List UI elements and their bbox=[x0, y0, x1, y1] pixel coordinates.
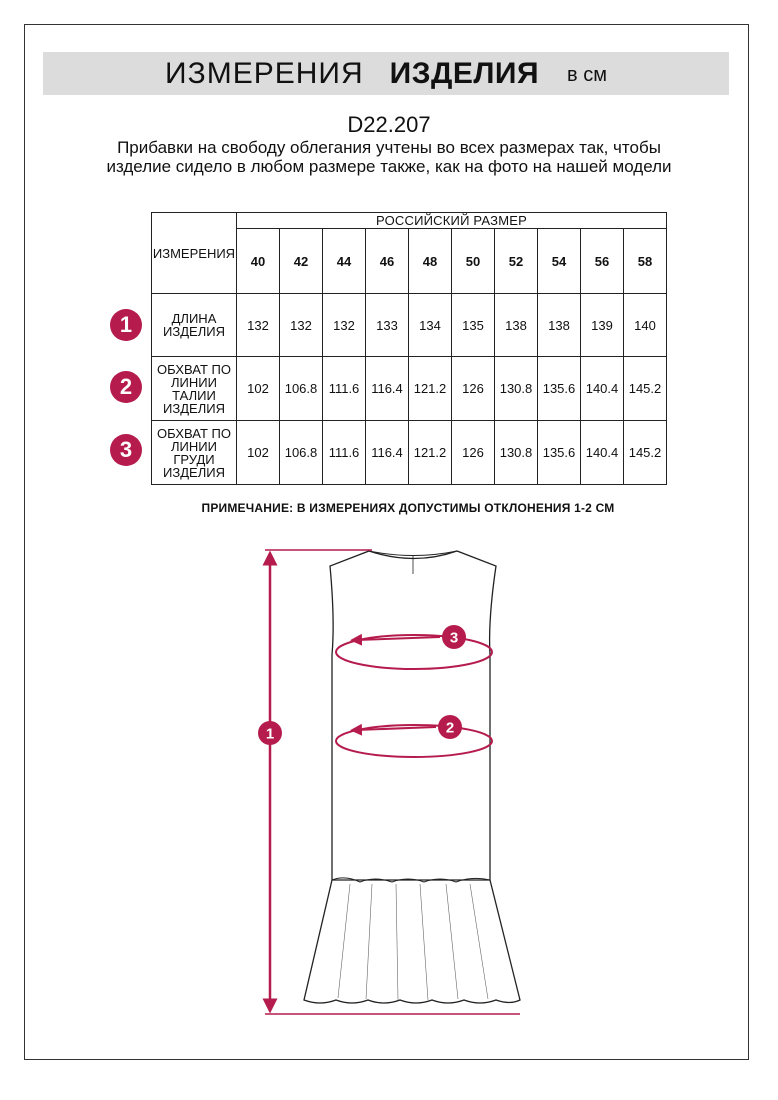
size-cell: 56 bbox=[581, 229, 624, 294]
size-cell: 54 bbox=[538, 229, 581, 294]
value-cell: 121.2 bbox=[409, 357, 452, 421]
value-cell: 135.6 bbox=[538, 421, 581, 485]
value-cell: 140.4 bbox=[581, 357, 624, 421]
size-cell: 48 bbox=[409, 229, 452, 294]
size-cell: 46 bbox=[366, 229, 409, 294]
badge-3-text: 3 bbox=[449, 629, 459, 647]
row-label: ОБХВАТ ПО ЛИНИИ ТАЛИИ ИЗДЕЛИЯ bbox=[152, 357, 237, 421]
badge-1-text: 1 bbox=[265, 725, 275, 743]
diagram-badge-3 bbox=[442, 625, 466, 649]
value-cell: 138 bbox=[495, 294, 538, 357]
value-cell: 135 bbox=[452, 294, 495, 357]
value-cell: 102 bbox=[237, 357, 280, 421]
value-cell: 140 bbox=[624, 294, 667, 357]
value-cell: 132 bbox=[280, 294, 323, 357]
diagram-badge-1 bbox=[258, 721, 282, 745]
value-cell: 134 bbox=[409, 294, 452, 357]
value-cell: 106.8 bbox=[280, 357, 323, 421]
value-cell: 140.4 bbox=[581, 421, 624, 485]
dress-outline bbox=[304, 551, 520, 1003]
value-cell: 145.2 bbox=[624, 357, 667, 421]
value-cell: 116.4 bbox=[366, 421, 409, 485]
row-marker-3: 3 bbox=[110, 434, 142, 466]
title-unit: в см bbox=[567, 64, 607, 86]
size-cell: 52 bbox=[495, 229, 538, 294]
value-cell: 133 bbox=[366, 294, 409, 357]
badge-2-text: 2 bbox=[445, 719, 455, 737]
row-label: ОБХВАТ ПО ЛИНИИ ГРУДИ ИЗДЕЛИЯ bbox=[152, 421, 237, 485]
title-regular: ИЗМЕРЕНИЯ bbox=[165, 56, 364, 90]
waist-measure bbox=[336, 725, 492, 757]
value-cell: 132 bbox=[237, 294, 280, 357]
fit-description: Прибавки на свободу облегания учтены во всех размерах так, чтобы изделие сидело в любом размере также, как на фото на нашей модели bbox=[106, 138, 672, 176]
value-cell: 126 bbox=[452, 357, 495, 421]
size-cell: 42 bbox=[280, 229, 323, 294]
value-cell: 106.8 bbox=[280, 421, 323, 485]
row-marker-2: 2 bbox=[110, 371, 142, 403]
value-cell: 135.6 bbox=[538, 357, 581, 421]
tolerance-note: ПРИМЕЧАНИЕ: В ИЗМЕРЕНИЯХ ДОПУСТИМЫ ОТКЛОНЕНИЯ 1-2 СМ bbox=[201, 501, 615, 515]
value-cell: 130.8 bbox=[495, 357, 538, 421]
chest-measure bbox=[336, 635, 492, 669]
value-cell: 102 bbox=[237, 421, 280, 485]
length-measure bbox=[265, 550, 520, 1014]
value-cell: 126 bbox=[452, 421, 495, 485]
size-cell: 40 bbox=[237, 229, 280, 294]
value-cell: 111.6 bbox=[323, 357, 366, 421]
value-cell: 130.8 bbox=[495, 421, 538, 485]
value-cell: 111.6 bbox=[323, 421, 366, 485]
size-group-header: РОССИЙСКИЙ РАЗМЕР bbox=[237, 213, 667, 229]
value-cell: 116.4 bbox=[366, 357, 409, 421]
diagram-badge-2 bbox=[438, 715, 462, 739]
article-number: D22.207 bbox=[347, 112, 431, 137]
row-marker-1: 1 bbox=[110, 309, 142, 341]
size-cell: 44 bbox=[323, 229, 366, 294]
value-cell: 132 bbox=[323, 294, 366, 357]
size-cell: 58 bbox=[624, 229, 667, 294]
title-bold: ИЗДЕЛИЯ bbox=[389, 56, 540, 90]
value-cell: 139 bbox=[581, 294, 624, 357]
size-cell: 50 bbox=[452, 229, 495, 294]
value-cell: 138 bbox=[538, 294, 581, 357]
value-cell: 121.2 bbox=[409, 421, 452, 485]
value-cell: 145.2 bbox=[624, 421, 667, 485]
param-header: ИЗМЕРЕНИЯ bbox=[152, 213, 237, 294]
row-label: ДЛИНА ИЗДЕЛИЯ bbox=[152, 294, 237, 357]
